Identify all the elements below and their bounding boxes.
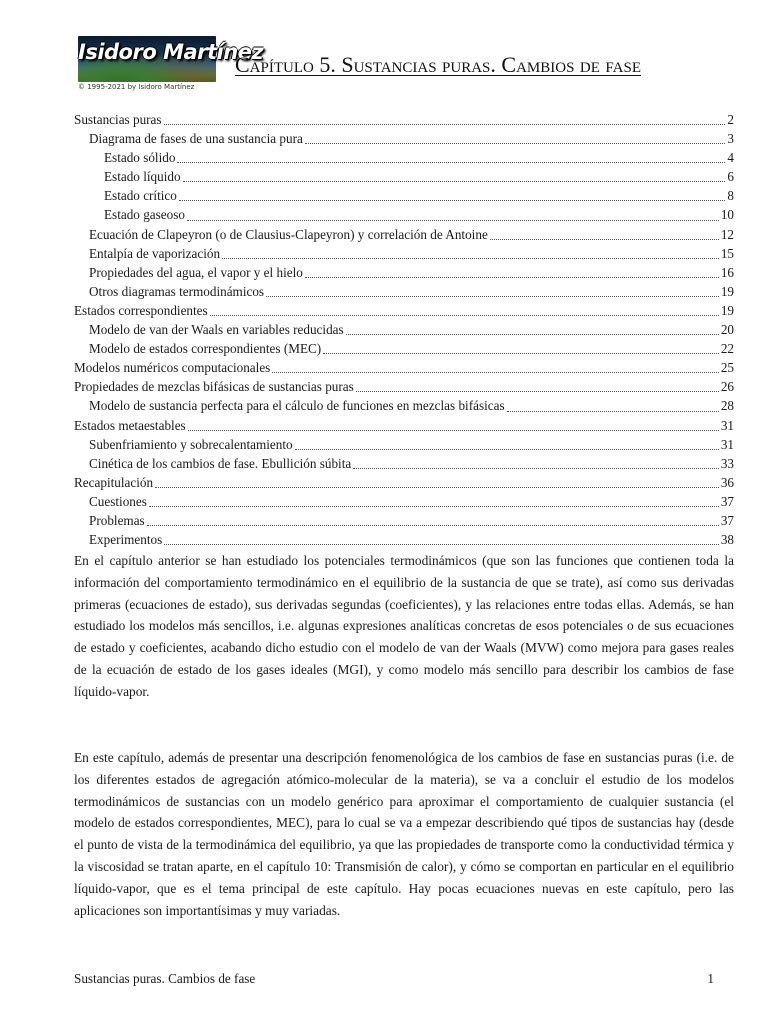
toc-entry-title: Ecuación de Clapeyron (o de Clausius-Clapeyron) y correlación de Antoine [89,226,488,242]
toc-entry-title: Cinética de los cambios de fase. Ebullición súbita [89,455,352,471]
toc-entry-title: Estado crítico [104,188,177,204]
toc-entry-title: Otros diagramas termodinámicos [89,283,265,299]
toc-entry-page: 6 [727,169,734,185]
toc-dot-leader [179,199,726,201]
table-of-contents [74,110,734,549]
toc-entry[interactable] [74,416,734,435]
toc-dot-leader [507,410,719,412]
toc-entry[interactable] [74,377,734,396]
toc-entry-page: 36 [720,474,734,490]
toc-entry[interactable] [74,396,734,415]
chapter-title: Capítulo 5. Sustancias puras. Cambios de fase [235,52,641,77]
toc-entry-title: Modelos numéricos computacionales [74,360,271,376]
toc-entry-title: Propiedades de mezclas bifásicas de sustancias puras [74,379,354,395]
toc-dot-leader [164,543,719,545]
toc-entry-title: Entalpía de vaporización [89,245,221,261]
toc-entry-title: Estado sólido [104,150,176,166]
toc-dot-leader [305,276,719,278]
toc-entry-title: Subenfriamiento y sobrecalentamiento [89,436,293,452]
toc-entry[interactable] [74,435,734,454]
toc-entry-page: 4 [727,150,734,166]
toc-entry-page: 16 [720,264,734,280]
toc-dot-leader [149,505,719,507]
toc-entry[interactable] [74,473,734,492]
toc-entry[interactable] [74,282,734,301]
toc-entry[interactable] [74,167,734,186]
toc-dot-leader [490,238,719,240]
toc-entry-page: 31 [720,436,734,452]
toc-entry-page: 37 [720,512,734,528]
toc-dot-leader [147,524,719,526]
toc-dot-leader [187,219,719,221]
logo-author-name: Isidoro Martínez [78,40,264,64]
toc-entry-title: Estados metaestables [74,417,186,433]
toc-entry-title: Estado líquido [104,169,181,185]
toc-entry[interactable] [74,301,734,320]
toc-entry-title: Cuestiones [89,493,147,509]
toc-entry[interactable] [74,205,734,224]
toc-entry-page: 25 [720,360,734,376]
toc-entry[interactable] [74,339,734,358]
toc-entry-page: 33 [720,455,734,471]
toc-entry-title: Diagrama de fases de una sustancia pura [89,131,303,147]
toc-dot-leader [353,467,719,469]
toc-dot-leader [323,352,719,354]
toc-entry-title: Sustancias puras [74,112,162,127]
toc-entry-title: Recapitulación [74,474,154,490]
intro-paragraph-2: En este capítulo, además de presentar una descripción fenomenológica de los cambios de fase en sustancias puras (i.e. de los diferentes estados de agregación atómico-molecular de la materia), se va a concluir el estudio de los modelos termodinámicos de sustancias con un modelo genérico para aproximar el comportamiento de cualquier sustancia (el modelo de estados correspondientes, MEC), para lo cual se va a empezar describiendo qué tipos de sustancias hay (desde el punto de vista de la termodinámica del equilibrio, ya que las propiedades de transporte como la conductividad térmica y la viscosidad se tratan aparte, en el capítulo 10: Transmisión de calor), y cómo se comportan en particular en el equilibrio líquido-vapor, que es el tema principal de este capítulo. Hay pocas ecuaciones nuevas en este capítulo, pero las aplicaciones son importantísimas y muy variadas. [74,750,734,918]
toc-entry-title: Modelo de van der Waals en variables reducidas [89,322,344,338]
footer-page-number: 1 [707,971,714,986]
toc-entry-title: Experimentos [89,532,163,548]
toc-entry-title: Estado gaseoso [104,207,185,223]
logo-copyright: © 1995-2021 by Isidoro Martínez [78,83,195,91]
toc-entry[interactable] [74,454,734,473]
toc-entry-page: 26 [720,379,734,395]
toc-entry-page: 8 [727,188,734,204]
toc-entry[interactable] [74,186,734,205]
toc-entry-title: Modelo de sustancia perfecta para el cálculo de funciones en mezclas bifásicas [89,398,505,414]
toc-entry-page: 20 [720,322,734,338]
toc-entry-page: 3 [727,131,734,147]
toc-entry[interactable] [74,129,734,148]
toc-dot-leader [305,142,726,144]
toc-entry-page: 19 [720,302,734,318]
toc-dot-leader [177,161,725,163]
toc-entry-title: Modelo de estados correspondientes (MEC) [89,341,322,357]
toc-entry-title: Problemas [89,512,145,528]
toc-dot-leader [266,295,719,297]
toc-dot-leader [183,180,726,182]
toc-entry-page: 37 [720,493,734,509]
toc-entry[interactable] [74,148,734,167]
toc-entry-page: 15 [720,245,734,261]
toc-entry-page: 22 [720,341,734,357]
toc-entry[interactable] [74,244,734,263]
toc-dot-leader [346,333,719,335]
toc-entry-page: 12 [720,226,734,242]
toc-entry-page: 2 [727,112,734,127]
toc-entry-page: 10 [720,207,734,223]
toc-dot-leader [188,429,719,431]
intro-paragraph-1: En el capítulo anterior se han estudiado los potenciales termodinámicos (que son las funciones que contienen toda la información del comportamiento termodinámico en el equilibrio de la sustancia de que se trate), así como sus derivadas primeras (ecuaciones de estado), sus derivadas segundas (coeficientes), y las relaciones entre todas ellas. Además, se han estudiado los modelos más sencillos, i.e. algunas expresiones analíticas concretas de esos potenciales o de sus ecuaciones de estado y coeficientes, acabando dicho estudio con el modelo de van der Waals (MVW) como mejora para gases reales de la ecuación de estado de los gases ideales (MGI), y como modelo más sencillo para describir los cambios de fase líquido-vapor. [74,553,734,699]
toc-dot-leader [164,123,726,125]
toc-entry[interactable] [74,320,734,339]
toc-entry[interactable] [74,263,734,282]
toc-entry[interactable] [74,492,734,511]
toc-entry-page: 19 [720,283,734,299]
toc-dot-leader [295,448,719,450]
toc-entry-page: 28 [720,398,734,414]
toc-entry[interactable] [74,358,734,377]
toc-dot-leader [356,390,719,392]
toc-entry[interactable] [74,110,734,129]
toc-dot-leader [272,371,719,373]
toc-dot-leader [155,486,719,488]
footer-title: Sustancias puras. Cambios de fase [74,971,256,986]
toc-entry[interactable] [74,530,734,549]
toc-entry-title: Estados correspondientes [74,302,208,318]
toc-entry[interactable] [74,511,734,530]
toc-dot-leader [222,257,719,259]
toc-entry-page: 38 [720,532,734,548]
page-header [78,36,726,96]
toc-entry[interactable] [74,225,734,244]
author-logo [78,36,264,92]
toc-entry-title: Propiedades del agua, el vapor y el hielo [89,264,303,280]
toc-entry-page: 31 [720,417,734,433]
logo-earth-banner [78,36,264,82]
toc-dot-leader [210,314,719,316]
